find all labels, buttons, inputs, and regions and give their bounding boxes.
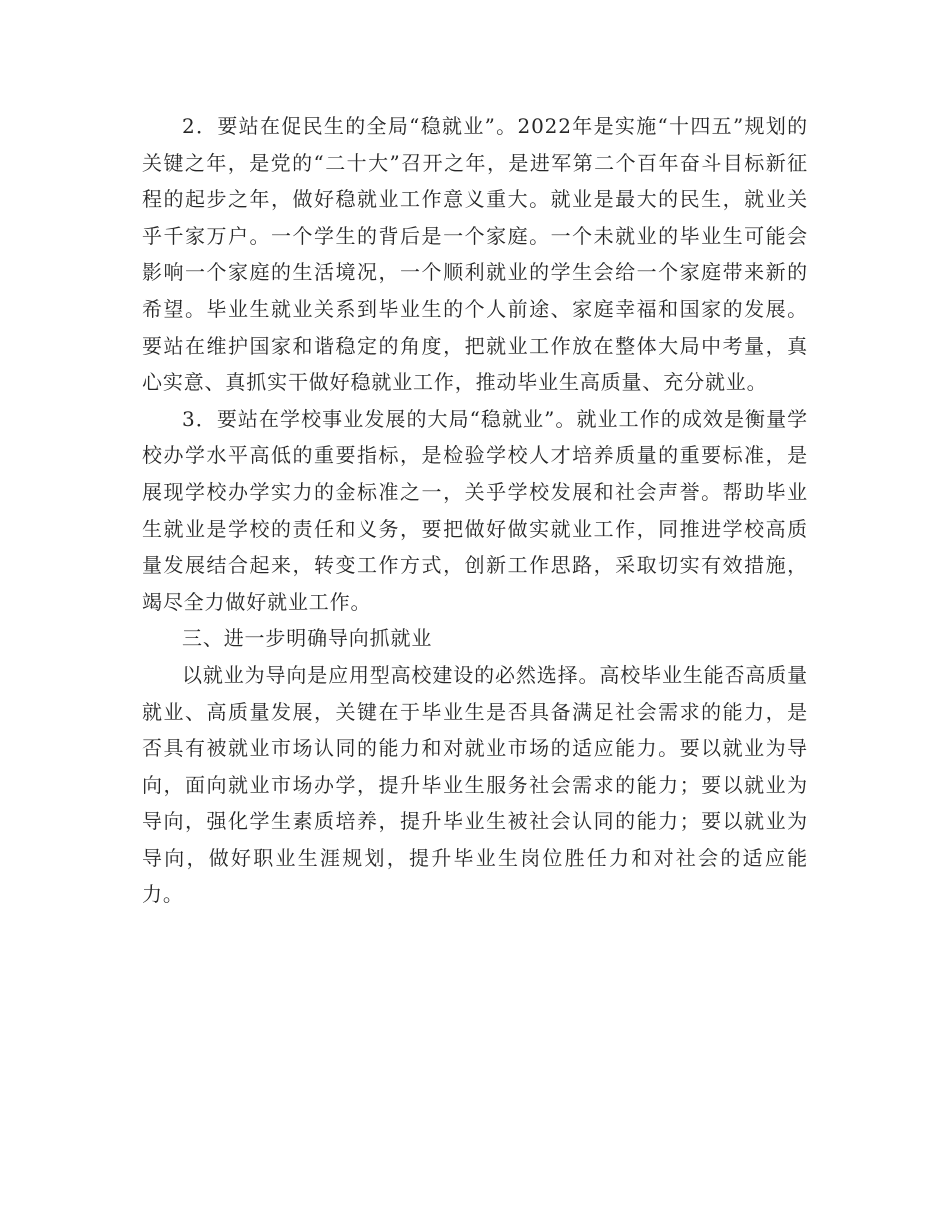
document-body [142, 108, 808, 913]
section-heading-3: 三、进一步明确导向抓就业 [182, 626, 433, 651]
paragraph-point-3: 3．要站在学校事业发展的大局“稳就业”。就业工作的成效是衡量学校办学水平高低的重要指标，是检验学校人才培养质量的重要标准，是展现学校办学实力的金标准之一，关乎学校发展和社会声誉。帮助毕业生就业是学校的责任和义务，要把做好做实就业工作，同推进学校高质量发展结合起来，转变工作方式，创新工作思路，采取切实有效措施，竭尽全力做好就业工作。 [142, 406, 808, 614]
paragraph-employment-orientation: 以就业为导向是应用型高校建设的必然选择。高校毕业生能否高质量就业、高质量发展，关键在于毕业生是否具备满足社会需求的能力，是否具有被就业市场认同的能力和对就业市场的适应能力。要以就业为导向，面向就业市场办学，提升毕业生服务社会需求的能力；要以就业为导向，强化学生素质培养，提升毕业生被社会认同的能力；要以就业为导向，做好职业生涯规划，提升毕业生岗位胜任力和对社会的适应能力。 [142, 662, 808, 907]
paragraph-point-2: 2．要站在促民生的全局“稳就业”。2022年是实施“十四五”规划的关键之年，是党的“二十大”召开之年，是进军第二个百年奋斗目标新征程的起步之年，做好稳就业工作意义重大。就业是最大的民生，就业关乎千家万户。一个学生的背后是一个家庭。一个未就业的毕业生可能会影响一个家庭的生活境况，一个顺利就业的学生会给一个家庭带来新的希望。毕业生就业关系到毕业生的个人前途、家庭幸福和国家的发展。要站在维护国家和谐稳定的角度，把就业工作放在整体大局中考量，真心实意、真抓实干做好稳就业工作，推动毕业生高质量、充分就业。 [142, 114, 808, 395]
